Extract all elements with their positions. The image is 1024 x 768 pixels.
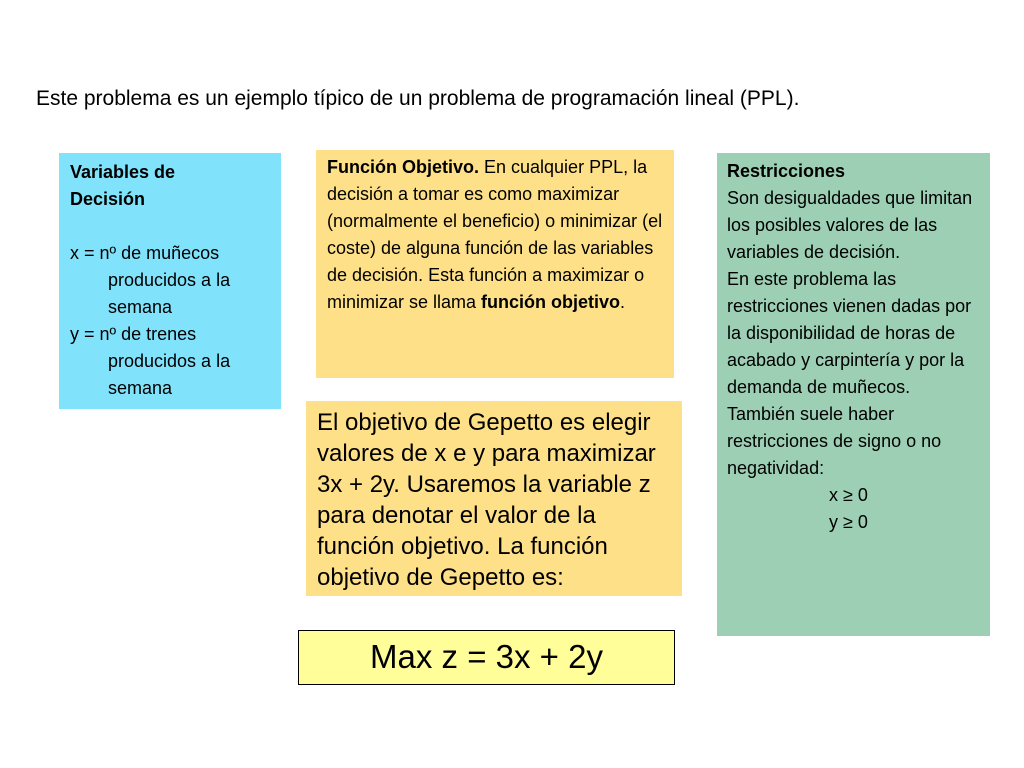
gepetto-objective-text: El objetivo de Gepetto es elegir valores de x e y para maximizar 3x + 2y. Usaremos la variable z para denotar el valor de la función objetivo. La función objetivo de Gepetto es: [317, 409, 656, 591]
restrictions-definition: Son desigualdades que limitan los posibles valores de las variables de decisión. [727, 188, 973, 262]
intro-text: Este problema es un ejemplo típico de un problema de programación lineal (PPL). [36, 87, 800, 110]
gepetto-objective-box [306, 401, 682, 596]
objective-function-text: En cualquier PPL, la decisión a tomar es como maximizar (normalmente el beneficio) o minimizar (el coste) de alguna función de las variables de decisión. Esta función a maximizar o minimizar se llama [327, 157, 663, 312]
objective-function-title: Función Objetivo. [327, 157, 479, 177]
decision-variables-title-line2: Decisión [70, 189, 146, 209]
restrictions-box [717, 153, 990, 636]
objective-function-term: función objetivo [481, 292, 621, 312]
x-variable-definition: x = nº de muñecos producidos a la semana [70, 243, 231, 317]
objective-function-period: . [620, 292, 626, 312]
objective-formula-box: Max z = 3x + 2y [298, 630, 675, 685]
constraint-x: x ≥ 0 [829, 485, 868, 505]
constraint-y: y ≥ 0 [829, 512, 868, 532]
sign-restrictions-note: También suele haber restricciones de signo o no negatividad: [727, 404, 942, 478]
restrictions-title: Restricciones [727, 161, 846, 181]
objective-function-paragraph [327, 154, 664, 316]
decision-variables-title-line1: Variables de [70, 162, 176, 182]
objective-function-box [316, 150, 674, 378]
decision-variables-box [59, 153, 281, 409]
y-variable-definition: y = nº de trenes producidos a la semana [70, 324, 231, 398]
restrictions-in-problem: En este problema las restricciones vienen dadas por la disponibilidad de horas de acabado y carpintería y por la demanda de muñecos. [727, 269, 972, 397]
spacer [70, 213, 271, 240]
